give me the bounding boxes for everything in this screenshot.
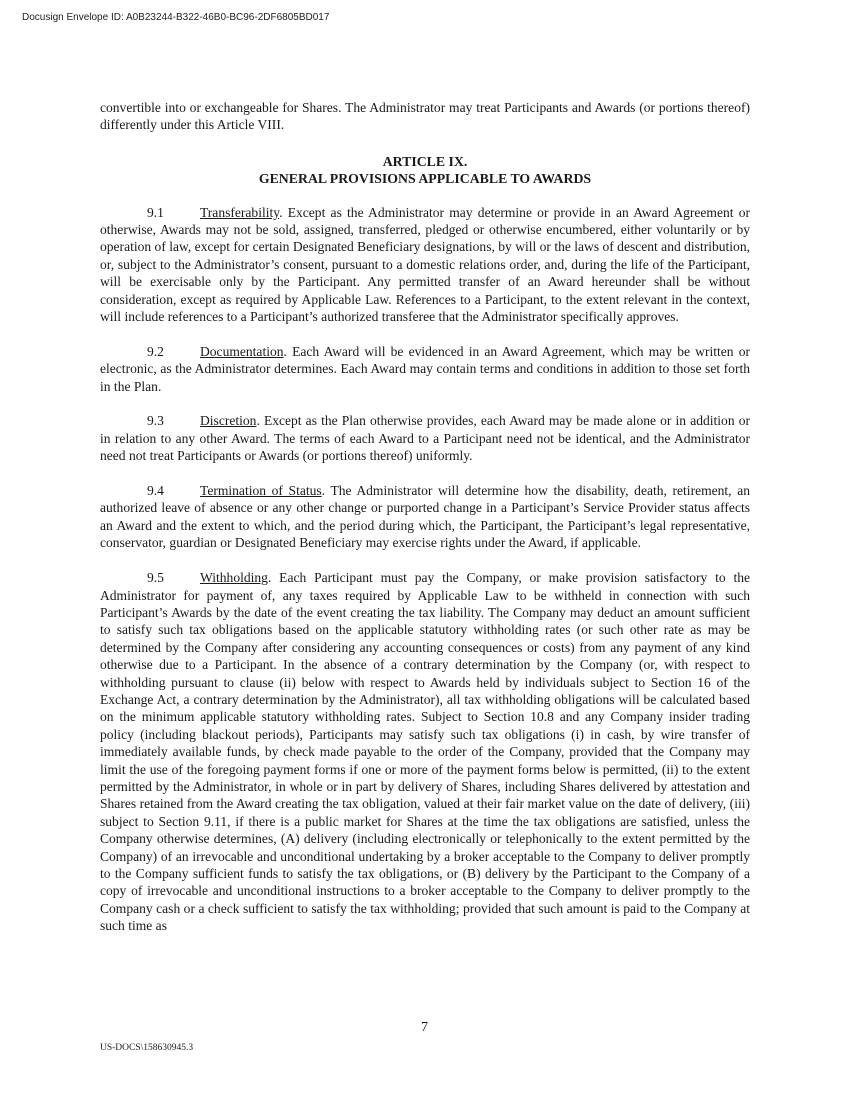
section-text: . Each Participant must pay the Company, or make provision satisfactory to the Administrator for payment of, any taxes required by Applicable Law to be withheld in connection with such Participant’s Awards by the date of the event creating the tax liability. The Company may deduct an amount sufficient to satisfy such tax obligations based on the applicable statutory withholding rates (or such other rate as may be determined by the Company after considering any accounting consequences or costs) from any payment of any kind otherwise due to a Participant. In the absence of a contrary determination by the Company (or, with respect to withholding pursuant to clause (ii) below with respect to Awards held by individuals subject to Section 16 of the Exchange Act, a contrary determination by the Administrator), all tax withholding obligations will be calculated based on the minimum applicable statutory withholding rates. Subject to Section 10.8 and any Company insider trading policy (including blackout periods), Participants may satisfy such tax obligations (i) in cash, by wire transfer of immediately available funds, by check made payable to the order of the Company, provided that the Company may limit the use of the foregoing payment forms if one or more of the payment forms below is permitted, (ii) to the extent permitted by the Administrator, in whole or in part by delivery of Shares, including Shares delivered by attestation and Shares retained from the Award creating the tax obligation, valued at their fair market value on the date of delivery, (iii) subject to Section 9.11, if there is a public market for Shares at the time the tax obligations are satisfied, unless the Company otherwise determines, (A) delivery (including electronically or telephonically to the extent permitted by the Company) of an irrevocable and unconditional undertaking by a broker acceptable to the Company to deliver promptly to the Company sufficient funds to satisfy the tax obligations, or (B) delivery by the Participant to the Company of a copy of irrevocable and unconditional instructions to a broker acceptable to the Company to deliver promptly to the Company cash or a check sufficient to satisfy the tax withholding; provided that such amount is paid to the Company at such time as <box>100 570 750 934</box>
document-body <box>100 99 750 952</box>
section-number: 9.5 <box>147 570 164 586</box>
section-title: Documentation <box>200 343 284 359</box>
section-text: . Each Award will be evidenced in an Award Agreement, which may be written or electronic, as the Administrator determines. Each Award may contain terms and conditions in addition to those set forth in the Plan. <box>100 343 750 394</box>
section-title: Discretion <box>200 413 257 429</box>
section-9-3 <box>100 412 750 464</box>
document-id: US-DOCS\158630945.3 <box>100 1043 194 1053</box>
section-text: . Except as the Plan otherwise provides, each Award may be made alone or in addition or in relation to any other Award. The terms of each Award to a Participant need not be identical, and the Administrator need not treat Participants or Awards (or portions thereof) uniformly. <box>100 413 750 464</box>
section-9-2 <box>100 343 750 395</box>
article-heading <box>100 153 750 188</box>
article-title: GENERAL PROVISIONS APPLICABLE TO AWARDS <box>258 171 592 187</box>
page-number: 7 <box>421 1020 428 1035</box>
section-number: 9.2 <box>147 343 164 359</box>
article-number: ARTICLE IX. <box>382 153 468 169</box>
section-number: 9.4 <box>147 483 164 499</box>
section-title: Withholding <box>200 570 268 586</box>
envelope-id: Docusign Envelope ID: A0B23244-B322-46B0-BC96-2DF6805BD017 <box>22 12 330 23</box>
section-9-1 <box>100 204 750 326</box>
section-9-5 <box>100 569 750 935</box>
section-text: . The Administrator will determine how the disability, death, retirement, an authorized leave of absence or any other change or purported change in a Participant’s Service Provider status affects an Award and the extent to which, and the period during which, the Participant, the Participant’s legal representative, conservator, guardian or Designated Beneficiary may exercise rights under the Award, if applicable. <box>100 483 750 551</box>
section-number: 9.1 <box>147 204 164 220</box>
section-9-4 <box>100 482 750 552</box>
section-title: Transferability <box>200 204 280 220</box>
intro-paragraph: convertible into or exchangeable for Shares. The Administrator may treat Participants and Awards (or portions thereof) differently under this Article VIII. <box>100 100 750 133</box>
section-title: Termination of Status <box>200 483 322 499</box>
section-text: . Except as the Administrator may determine or provide in an Award Agreement or otherwise, Awards may not be sold, assigned, transferred, pledged or otherwise encumbered, either voluntarily or by operation of law, except for certain Designated Beneficiary designations, by will or the laws of descent and distribution, or, subject to the Administrator’s consent, pursuant to a domestic relations order, and, during the life of the Participant, will be exercisable only by the Participant. Any permitted transfer of an Award hereunder shall be without consideration, except as required by Applicable Law. References to a Participant, to the extent relevant in the context, will include references to a Participant’s authorized transferee that the Administrator specifically approves. <box>100 204 750 325</box>
section-number: 9.3 <box>147 413 164 429</box>
